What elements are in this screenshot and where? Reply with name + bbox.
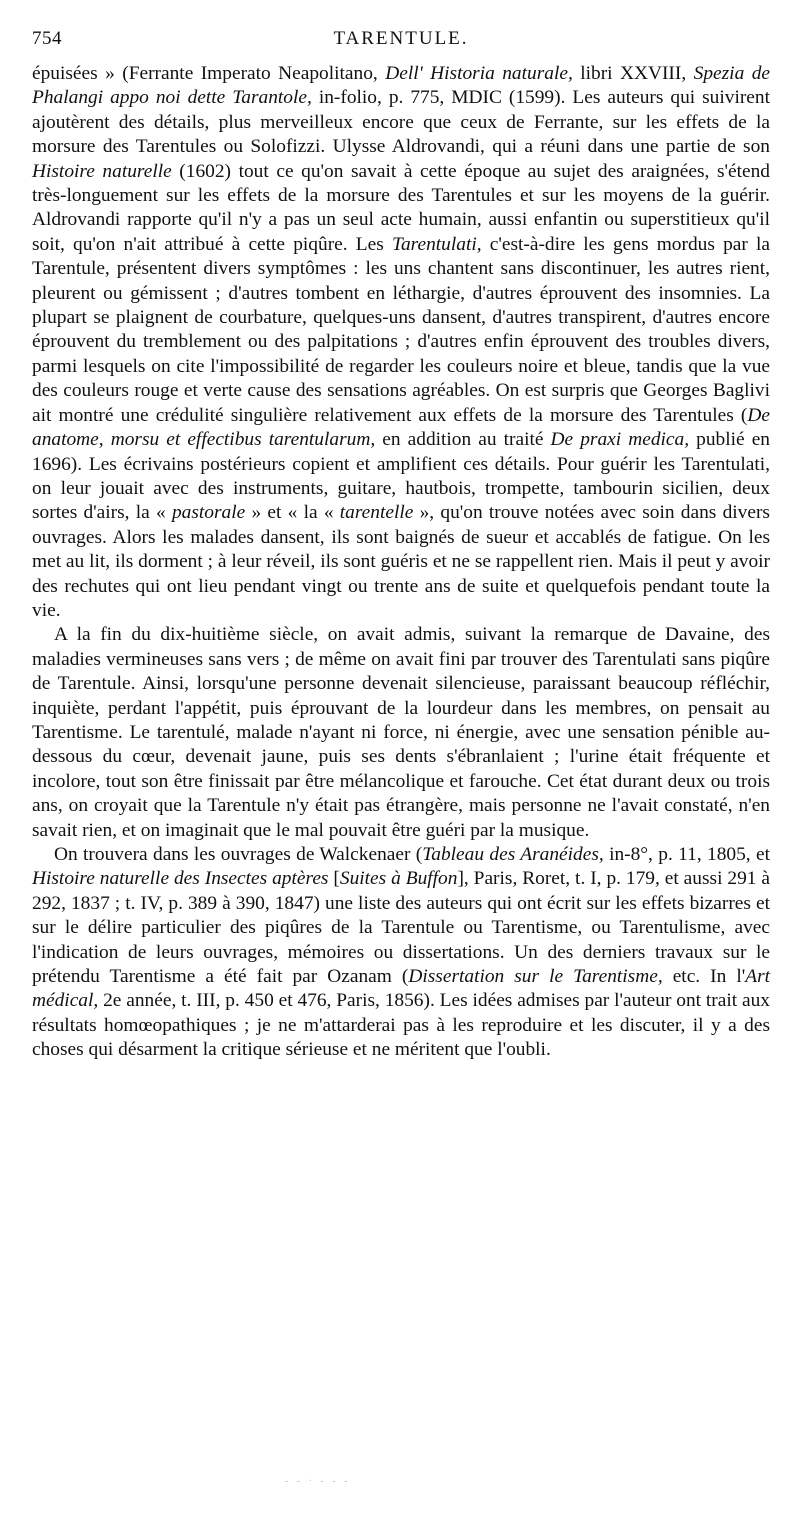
italic-text: De anatome, morsu et effectibus tarentularum, <box>32 404 770 451</box>
text-run: c'est-à-dire les gens mordus par la Tarentule, présentent divers symptômes : les uns chantent sans discontinuer, les autres rient, pleurent ou gémissent ; d'autres tombent en léthargie, d'autres éprouvent des insomnies. La plupart se plaignent de courbature, quelques-uns dansent, d'autres transpirent, d'autres encore éprouvent du tremblement ou des palpitations ; d'autres enfin éprouvent des troubles divers, parmi lesquels on cite l'impossibilité de regarder les couleurs noire et bleue, tandis que la vue des couleurs rouge et verte cause des sensations agréables. On est surpris que Georges Baglivi ait montré une crédulité singulière relativement aux effets de la morsure des Tarentules ( <box>32 233 770 426</box>
italic-text: Histoire naturelle <box>32 160 172 182</box>
italic-text: Dell' Historia naturale, <box>385 63 573 84</box>
paragraph <box>32 62 770 623</box>
text-run: On trouvera dans les ouvrages de Walckenaer ( <box>54 844 423 865</box>
italic-text: pastorale <box>171 502 246 524</box>
italic-text: Tarentulati, <box>391 233 482 255</box>
paragraph <box>32 843 770 1063</box>
page-number: 754 <box>32 28 62 49</box>
text-run: etc. In l' <box>662 966 746 988</box>
text-run: publié en 1696). Les écrivains postérieurs copient et amplifient ces détails. Pour guérir les Tarentulati, on leur jouait avec des instruments, guitare, hautbois, trompette, tambourin sicilien, deux sortes d'airs, la « <box>32 429 770 524</box>
text-run: » et « la « <box>245 502 340 524</box>
text-run: épuisées » (Ferrante Imperato Neapolitano, <box>32 63 386 84</box>
running-head <box>32 24 770 54</box>
italic-text: Suites à Buffon <box>339 868 458 890</box>
text-run: », qu'on trouve notées avec soin dans divers ouvrages. Alors les malades dansent, ils sont baignés de sueur et accablés de fatigue. On les met au lit, ils dorment ; à leur réveil, ils sont guéris et ne se rappellent rien. Mais il peut y avoir des rechutes qui ont lieu pendant vingt ou trente ans de suite et quelquefois pendant toute la vie. <box>32 502 770 621</box>
italic-text: De praxi medica, <box>550 429 690 451</box>
running-title: TARENTULE. <box>333 28 469 49</box>
italic-text: Art médical, <box>32 966 771 1012</box>
text-run: libri XXVIII, <box>572 63 694 84</box>
italic-text: Histoire naturelle des Insectes aptères <box>32 868 329 890</box>
paragraph <box>32 623 770 843</box>
italic-text: tarentelle <box>339 502 414 524</box>
italic-text: Dissertation sur le Tarentisme, <box>408 966 663 988</box>
text-run: in-folio, p. 775, MDIC (1599). Les auteurs qui suivirent ajoutèrent des détails, plus merveilleux encore que ceux de Ferrante, sur les effets de la morsure des Tarentules ou Solofizzi. Ulysse Aldrovandi, qui a réuni dans une partie de son <box>32 87 770 158</box>
text-run: in-8°, p. 11, 1805, et <box>603 844 770 865</box>
text-run: [ <box>328 868 340 890</box>
text-run: en addition au traité <box>375 429 551 451</box>
text-run: A la fin du dix-huitième siècle, on avait admis, suivant la remarque de Davaine, des maladies vermineuses sans vers ; de même on avait fini par trouver des Tarentulati sans piqûre de Tarentule. Ainsi, lorsqu'une personne devenait silencieuse, paraissant beaucoup réfléchir, inquiète, perdant l'appétit, puis éprouvant de la lourdeur dans les membres, on pensait au Tarentisme. Le tarentulé, malade n'ayant ni force, ni énergie, avec une sensation pénible au-dessous du cœur, devenait jaune, puis ses dents s'ébranlaient ; l'urine était fréquente et incolore, tout son être finissait par être mélancolique et farouche. Cet état durant deux ou trois ans, on croyait que la Tarentule n'y était pas étrangère, mais personne ne l'avait constaté, n'en savait rien, et on imaginait que le mal pouvait être guéri par la musique. <box>32 624 770 841</box>
italic-text: Spezia de Phalangi appo noi dette Tarantole, <box>32 63 770 109</box>
text-run: 2e année, t. III, p. 450 et 476, Paris, 1856). Les idées admises par l'auteur ont trait aux résultats homœopathiques ; je ne m'attarderai pas à les reproduire et les discuter, il y a des choses qui désarment la critique sérieuse et ne méritent que l'oubli. <box>32 990 770 1061</box>
text-run: (1602) tout ce qu'on savait à cette époque au sujet des araignées, s'étend très-longuement sur les effets de la morsure des Tarentules et sur les moyens de la guérir. Aldrovandi rapporte qu'il n'y a pas un seul acte humain, aussi enfantin ou superstitieux qu'il soit, qu'on n'ait attribué à cette piqûre. Les <box>32 160 770 255</box>
italic-text: Tableau des Aranéides, <box>422 844 604 865</box>
book-page <box>32 24 770 1063</box>
footer-mark: - - · - - - <box>285 1476 351 1487</box>
body-text <box>32 62 770 1063</box>
text-run: ], Paris, Roret, t. I, p. 179, et aussi 291 à 292, 1837 ; t. IV, p. 389 à 390, 1847) une liste des auteurs qui ont écrit sur les effets bizarres et sur le délire particulier des piqûres de la Tarentule ou Tarentisme, ou Tarentulisme, avec l'indication de leurs ouvrages, mémoires ou dissertations. Un des derniers travaux sur le prétendu Tarentisme a été fait par Ozanam ( <box>32 868 770 988</box>
